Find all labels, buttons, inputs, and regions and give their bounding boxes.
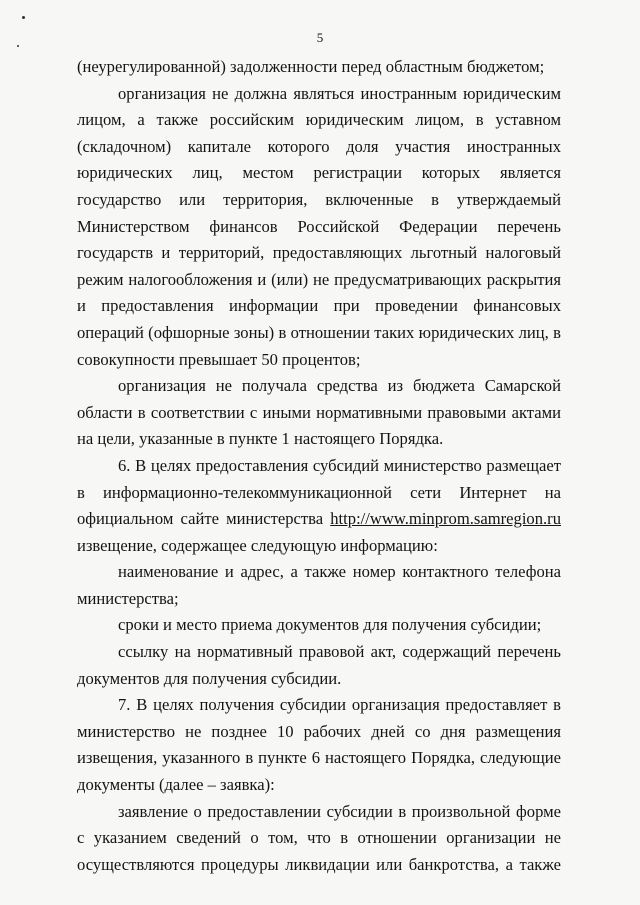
paragraph: сроки и место приема документов для получения субсидии;: [118, 615, 542, 635]
paragraph: организация не получала средства из бюджета Самарской области в соответствии с иными нормативными правовыми актами на цели, указанные в пункте 1 настоящего Порядка.: [77, 376, 561, 449]
paragraph: организация не должна являться иностранным юридическим лицом, а также российским юридическим лицом, в уставном (складочном) капитале которого доля участия иностранных юридических лиц, местом регистрации которых является государство или территория, включенные в утверждаемый Министерством финансов Российской Федерации перечень государств и территорий, предоставляющих льготный налоговый режим налогообложения и (или) не предусматривающих раскрытия и предоставления информации при проведении финансовых операций (офшорные зоны) в отношении таких юридических лиц, в совокупности превышает 50 процентов;: [77, 83, 561, 369]
paragraph: наименование и адрес, а также номер контактного телефона министерства;: [77, 562, 561, 608]
paragraph: (неурегулированной) задолженности перед областным бюджетом;: [77, 57, 545, 76]
document-body: [77, 54, 561, 878]
paragraph-text: извещение, содержащее следующую информацию:: [77, 535, 438, 555]
scan-speck: [22, 16, 25, 19]
page-number: 5: [316, 30, 324, 45]
paragraph: ссылку на нормативный правовой акт, содержащий перечень документов для получения субсидии.: [77, 642, 561, 688]
paragraph-text: 6. В целях предоставления субсидий министерство размещает в информационно-телекоммуникационной сети Интернет на официальном сайте министерства: [77, 455, 561, 529]
paragraph: заявление о предоставлении субсидии в произвольной форме с указанием сведений о том, что в отношении организации не осуществляются процедуры ликвидации или банкротства, а также: [77, 801, 561, 874]
paragraph: [77, 453, 561, 559]
paragraph: 7. В целях получения субсидии организация предоставляет в министерство не позднее 10 рабочих дней со дня размещения извещения, указанного в пункте 6 настоящего Порядка, следующие документы (далее – заявка):: [77, 695, 561, 795]
ministry-website-link[interactable]: http://www.minprom.samregion.ru: [330, 509, 561, 529]
